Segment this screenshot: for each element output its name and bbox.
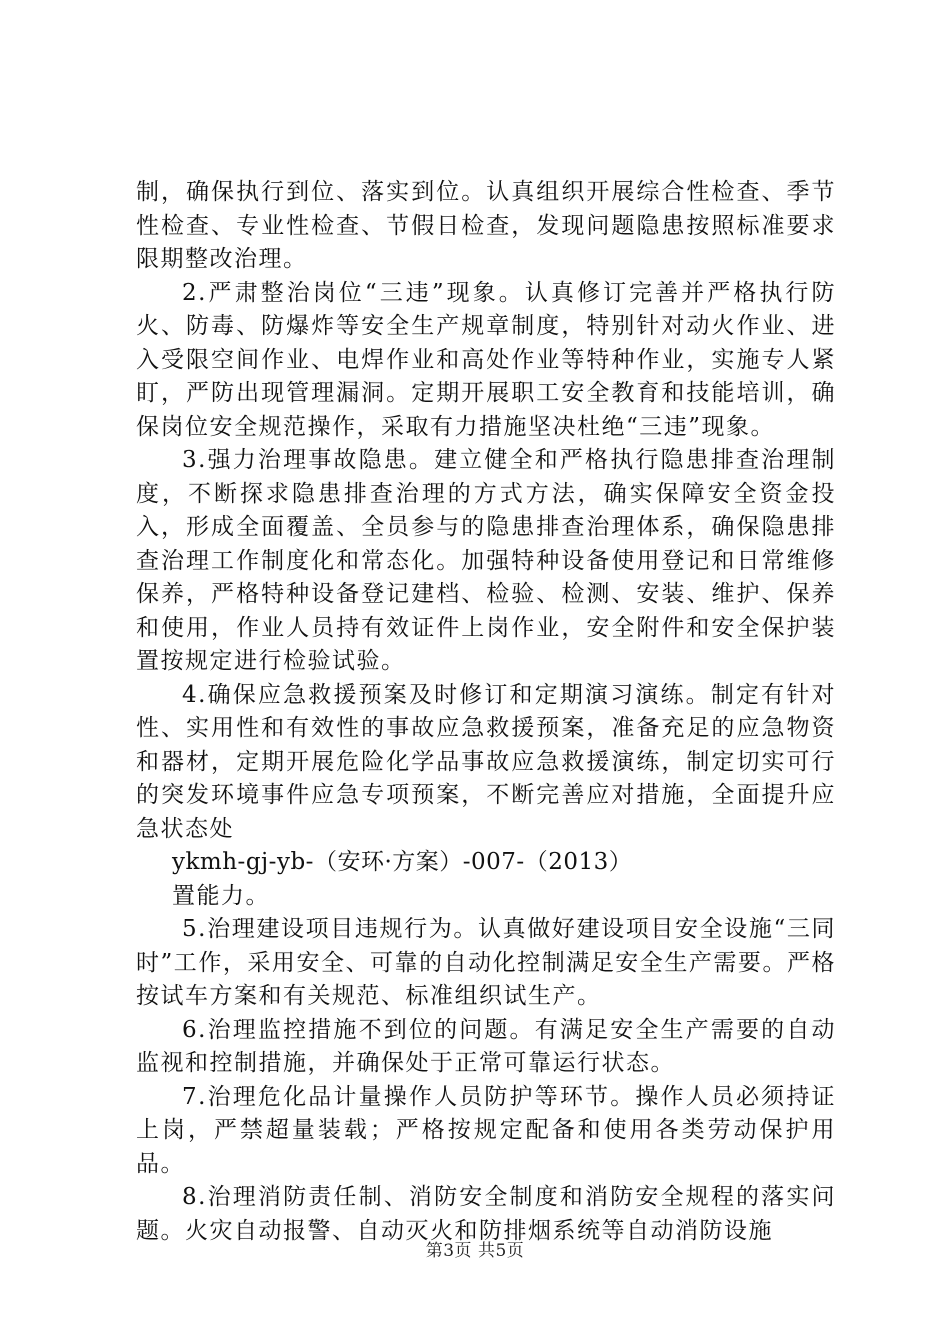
paragraph-item-2: 2.严肃整治岗位“三违”现象。认真修订完善并严格执行防火、防毒、防爆炸等安全生产规章制度，特别针对动火作业、进入受限空间作业、电焊作业和高处作业等特种作业，实施专人紧盯，严防出现管理漏洞。定期开展职工安全教育和技能培训，确保岗位安全规范操作，采取有力措施坚决杜绝“三违”现象。 xyxy=(136,279,836,440)
document-code-line: ykmh-gj-yb-（安环·方案）-007-（2013） xyxy=(172,849,633,875)
paragraph-item-7: 7.治理危化品计量操作人员防护等环节。操作人员必须持证上岗，严禁超量装载；严格按规定配备和使用各类劳动保护用品。 xyxy=(136,1083,836,1177)
paragraph-item-3: 3.强力治理事故隐患。建立健全和严格执行隐患排查治理制度，不断探求隐患排查治理的方式方法，确实保障安全资金投入，形成全面覆盖、全员参与的隐患排查治理体系，确保隐患排查治理工作制度化和常态化。加强特种设备使用登记和日常维修保养，严格特种设备登记建档、检验、检测、安装、维护、保养和使用，作业人员持有效证件上岗作业，安全附件和安全保护装置按规定进行检验试验。 xyxy=(136,447,836,674)
paragraph-item-4: 4.确保应急救援预案及时修订和定期演习演练。制定有针对性、实用性和有效性的事故应急救援预案，准备充足的应急物资和器材，定期开展危险化学品事故应急救援演练，制定切实可行的突发环境事件应急专项预案，不断完善应对措施，全面提升应急状态处 xyxy=(136,681,836,842)
document-body xyxy=(136,176,836,1248)
paragraph-continuation: 制，确保执行到位、落实到位。认真组织开展综合性检查、季节性检查、专业性检查、节假日检查，发现问题隐患按照标准要求限期整改治理。 xyxy=(136,179,836,272)
paragraph-item-6: 6.治理监控措施不到位的问题。有满足安全生产需要的自动监视和控制措施，并确保处于正常可靠运行状态。 xyxy=(136,1016,836,1076)
paragraph-item-8: 8.治理消防责任制、消防安全制度和消防安全规程的落实问题。火灾自动报警、自动灭火和防排烟系统等自动消防设施 xyxy=(136,1184,836,1244)
page-footer: 第3页 共5页 xyxy=(425,1241,525,1261)
paragraph-item-4-continuation: 置能力。 xyxy=(172,882,270,909)
paragraph-item-5: 5.治理建设项目违规行为。认真做好建设项目安全设施“三同时”工作，采用安全、可靠的自动化控制满足安全生产需要。严格按试车方案和有关规范、标准组织试生产。 xyxy=(136,916,836,1009)
